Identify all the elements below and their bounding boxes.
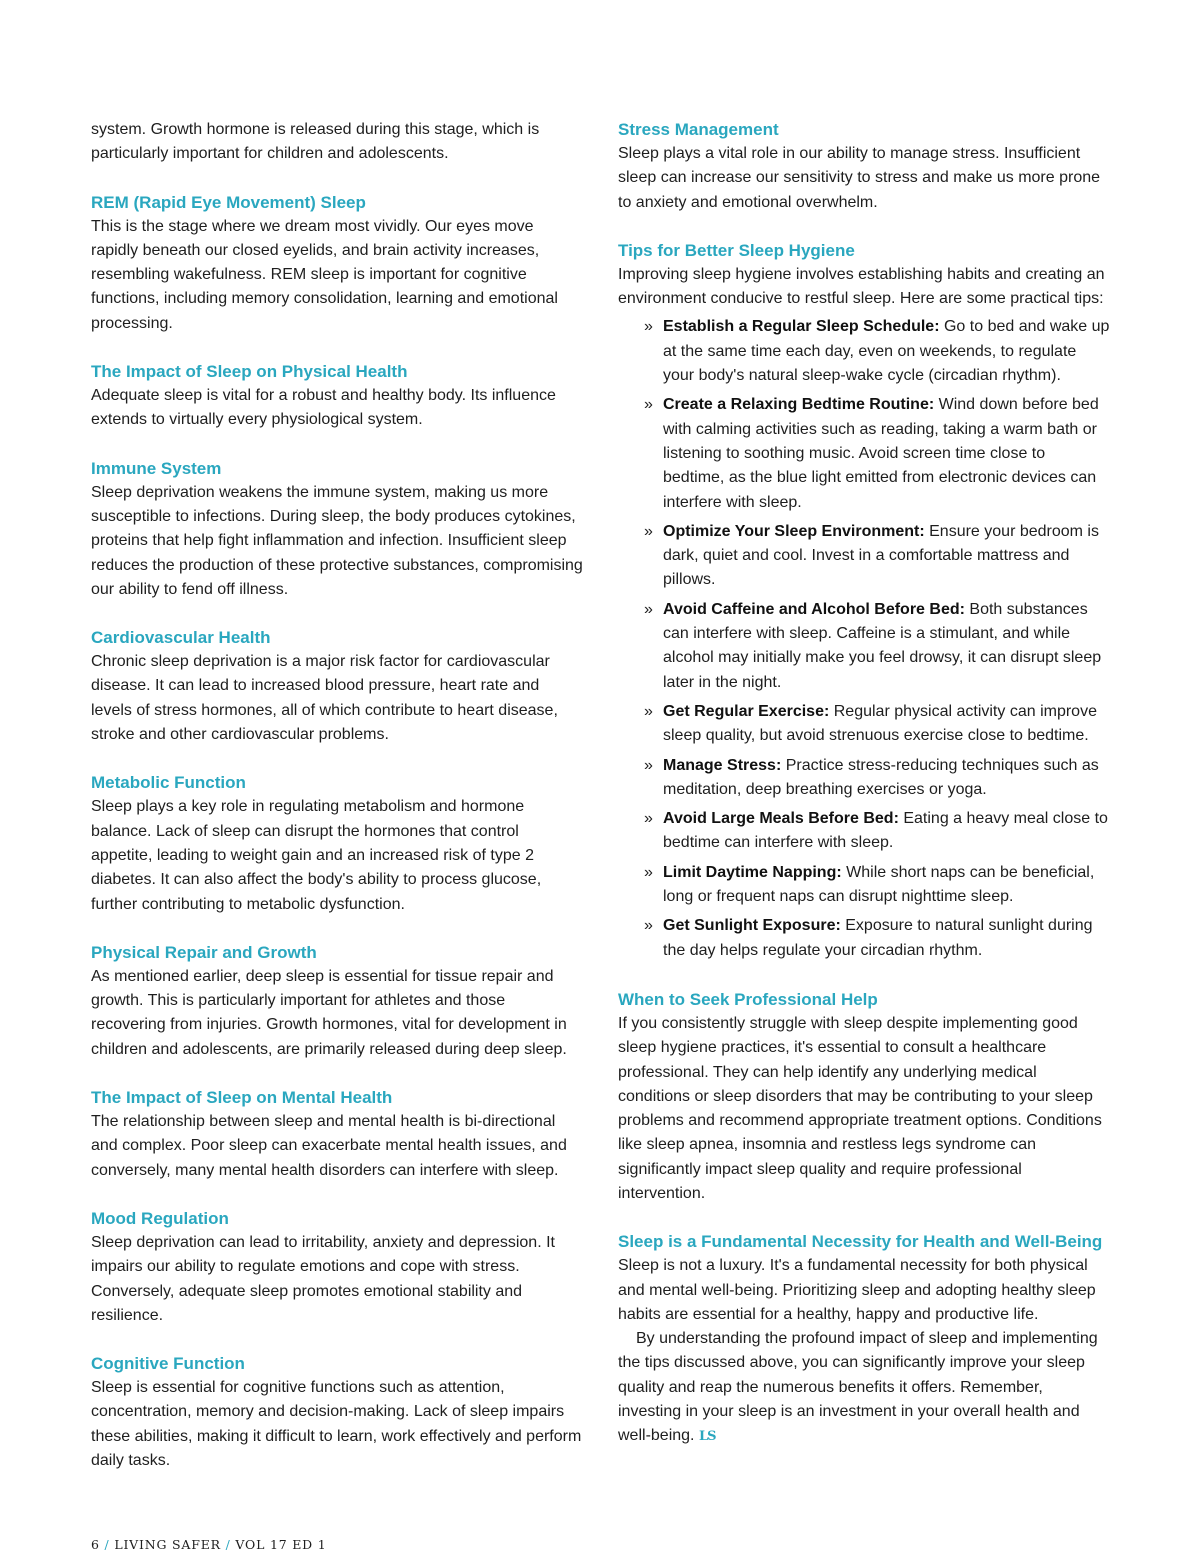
left-column [91, 118, 583, 1473]
tip-text: Eating a heavy meal close to bedtime can interfere with sleep. [663, 810, 1108, 852]
heading-rem-sleep: REM (Rapid Eye Movement) Sleep [91, 192, 366, 212]
paragraph-mood-regulation: Sleep deprivation can lead to irritability, anxiety and depression. It impairs our ability to regulate emotions and cope with stress. Conversely, adequate sleep promotes emotional stability and resilience. [91, 1233, 555, 1324]
right-column [618, 118, 1110, 1450]
publication-name: LIVING SAFER [114, 1537, 221, 1552]
list-item [644, 598, 1110, 695]
paragraph-conclusion-2 [618, 1327, 1110, 1449]
heading-immune-system: Immune System [91, 458, 222, 478]
paragraph-mental-health: The relationship between sleep and mental health is bi-directional and complex. Poor sleep can exacerbate mental health issues, and conversely, many mental health disorders can interfere with sleep. [91, 1113, 567, 1179]
tip-text: Both substances can interfere with sleep. Caffeine is a stimulant, and while alcohol may initially make you feel drowsy, it can disrupt sleep later in the night. [663, 600, 1102, 691]
heading-metabolic: Metabolic Function [91, 773, 246, 793]
paragraph-conclusion-1: Sleep is not a luxury. It's a fundamental necessity for both physical and mental well-being. Prioritizing sleep and adopting healthy sleep habits are essential for a healthy, happy and productive life. [618, 1257, 1096, 1323]
list-item [644, 807, 1110, 856]
heading-mood-regulation: Mood Regulation [91, 1208, 229, 1228]
list-item [644, 393, 1110, 514]
list-item [644, 914, 1110, 963]
heading-professional-help: When to Seek Professional Help [618, 989, 878, 1009]
footer-separator: / [225, 1537, 231, 1552]
paragraph-rem-sleep: This is the stage where we dream most vividly. Our eyes move rapidly beneath our closed eyelids, and brain activity increases, resembling wakefulness. REM sleep is important for cognitive functions, including memory consolidation, learning and emotional processing. [91, 217, 558, 332]
heading-conclusion: Sleep is a Fundamental Necessity for Health and Well-Being [618, 1232, 1103, 1252]
heading-stress-management: Stress Management [618, 120, 779, 139]
paragraph-professional-help: If you consistently struggle with sleep despite implementing good sleep hygiene practices, it's essential to consult a healthcare professional. They can help identify any underlying medical conditions or sleep disorders that may be contributing to your sleep problems and recommend appropriate treatment options. Conditions like sleep apnea, insomnia and restless legs syndrome can significantly impact sleep quality and require professional intervention. [618, 1014, 1102, 1202]
heading-sleep-hygiene: Tips for Better Sleep Hygiene [618, 240, 855, 260]
paragraph-immune-system: Sleep deprivation weakens the immune system, making us more susceptible to infections. During sleep, the body produces cytokines, proteins that help fight inflammation and infection. Insufficient sleep reduces the production of these protective substances, compromising our ability to fend off illness. [91, 483, 583, 598]
list-item [644, 700, 1110, 749]
paragraph-cognitive: Sleep is essential for cognitive functions such as attention, concentration, memory and decision-making. Lack of sleep impairs these abilities, making it difficult to learn, work effectively and perform daily tasks. [91, 1379, 582, 1469]
tip-text: Exposure to natural sunlight during the day helps regulate your circadian rhythm. [663, 917, 1093, 959]
paragraph-cardiovascular: Chronic sleep deprivation is a major risk factor for cardiovascular disease. It can lead to increased blood pressure, heart rate and levels of stress hormones, all of which contribute to heart disease, stroke and other cardiovascular problems. [91, 653, 558, 744]
tip-title: Limit Daytime Napping: [663, 863, 842, 881]
list-item [644, 520, 1110, 593]
tip-title: Get Regular Exercise: [663, 702, 830, 720]
heading-mental-health: The Impact of Sleep on Mental Health [91, 1088, 393, 1108]
tips-list [618, 315, 1110, 962]
tip-title: Optimize Your Sleep Environment: [663, 522, 925, 540]
tip-title: Manage Stress: [663, 756, 782, 774]
tip-text: Go to bed and wake up at the same time each day, even on weekends, to regulate your body's natural sleep-wake cycle (circadian rhythm). [663, 318, 1110, 385]
tip-text: Regular physical activity can improve sleep quality, but avoid strenuous exercise close to bedtime. [663, 702, 1097, 745]
list-item [644, 754, 1110, 803]
tip-text: Ensure your bedroom is dark, quiet and cool. Invest in a comfortable mattress and pillows. [663, 522, 1099, 589]
page-footer [91, 1537, 327, 1552]
tip-text: Wind down before bed with calming activities such as reading, taking a warm bath or listening to soothing music. Avoid screen time close to bedtime, as the blue light emitted from electronic devices can interfere with sleep. [663, 396, 1099, 511]
paragraph-metabolic: Sleep plays a key role in regulating metabolism and hormone balance. Lack of sleep can disrupt the hormones that control appetite, leading to weight gain and an increased risk of type 2 diabetes. It can also affect the body's ability to process glucose, further contributing to metabolic dysfunction. [91, 798, 542, 913]
heading-cardiovascular: Cardiovascular Health [91, 628, 271, 648]
list-item [644, 861, 1110, 910]
end-mark-logo: LS [698, 1429, 716, 1445]
page-number: 6 [91, 1537, 100, 1552]
paragraph-physical-health: Adequate sleep is vital for a robust and healthy body. Its influence extends to virtually every physiological system. [91, 387, 556, 429]
tip-title: Establish a Regular Sleep Schedule: [663, 318, 940, 336]
paragraph-sleep-hygiene-intro: Improving sleep hygiene involves establishing habits and creating an environment conducive to restful sleep. Here are some practical tips: [618, 265, 1105, 308]
heading-cognitive: Cognitive Function [91, 1354, 245, 1374]
tip-title: Create a Relaxing Bedtime Routine: [663, 396, 935, 414]
heading-physical-repair: Physical Repair and Growth [91, 942, 317, 962]
tip-title: Get Sunlight Exposure: [663, 917, 841, 935]
tip-text: While short naps can be beneficial, long or frequent naps can disrupt nighttime sleep. [663, 863, 1095, 906]
intro-paragraph: system. Growth hormone is released during this stage, which is particularly important for children and adolescents. [91, 121, 540, 163]
tip-text: Practice stress-reducing techniques such as meditation, deep breathing exercises or yoga. [663, 756, 1099, 798]
footer-separator: / [104, 1537, 110, 1552]
list-item [644, 315, 1110, 388]
conclusion-text: By understanding the profound impact of sleep and implementing the tips discussed above, you can significantly improve your sleep quality and reap the numerous benefits it offers. Remember, investing in your sleep is an investment in your overall health and well-being. [618, 1330, 1098, 1445]
paragraph-stress-management: Sleep plays a vital role in our ability to manage stress. Insufficient sleep can increase our sensitivity to stress and make us more prone to anxiety and emotional overwhelm. [618, 145, 1101, 211]
tip-title: Avoid Large Meals Before Bed: [663, 810, 899, 828]
heading-physical-health: The Impact of Sleep on Physical Health [91, 362, 408, 382]
volume-edition: VOL 17 ED 1 [235, 1537, 327, 1552]
tip-title: Avoid Caffeine and Alcohol Before Bed: [663, 600, 965, 618]
paragraph-physical-repair: As mentioned earlier, deep sleep is essential for tissue repair and growth. This is particularly important for athletes and those recovering from injuries. Growth hormones, vital for development in children and adolescents, are primarily released during deep sleep. [91, 967, 567, 1058]
